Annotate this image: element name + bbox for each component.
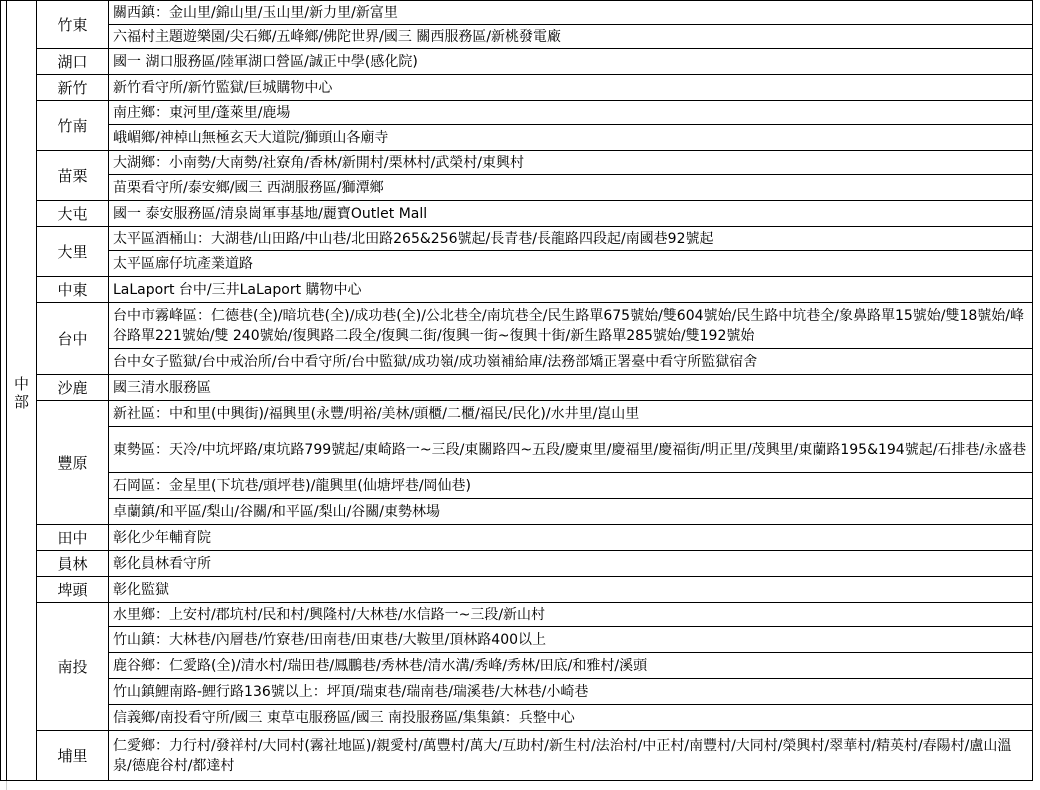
area-name-cell: 台中 bbox=[37, 303, 109, 375]
area-detail-cell: 竹山鎮鯉南路-鯉行路136號以上：坪頂/瑞東巷/瑞南巷/瑞溪巷/大林巷/小崎巷 bbox=[109, 679, 1033, 705]
table-row bbox=[1, 499, 1033, 525]
table-row bbox=[1, 653, 1033, 679]
area-detail-cell: 信義鄉/南投看守所/國三 東草屯服務區/國三 南投服務區/集集鎮：兵整中心 bbox=[109, 705, 1033, 731]
area-detail-cell: 東勢區：天冷/中坑坪路/東坑路799號起/東崎路一~三段/東關路四~五段/慶東里/慶福里/慶福街/明正里/茂興里/東蘭路195&194號起/石排巷/永盛巷 bbox=[109, 427, 1033, 473]
area-detail-cell: 卓蘭鎮/和平區/梨山/谷關/和平區/梨山/谷關/東勢林場 bbox=[109, 499, 1033, 525]
area-name-cell: 新竹 bbox=[37, 75, 109, 101]
area-name-cell: 竹東 bbox=[37, 1, 109, 49]
area-detail-cell: 台中女子監獄/台中戒治所/台中看守所/台中監獄/成功嶺/成功嶺補給庫/法務部矯正署臺中看守所監獄宿舍 bbox=[109, 349, 1033, 375]
table-row bbox=[1, 627, 1033, 653]
area-name-cell: 豐原 bbox=[37, 401, 109, 525]
area-name-cell: 沙鹿 bbox=[37, 375, 109, 401]
area-detail-cell: 彰化少年輔育院 bbox=[109, 525, 1033, 551]
table-row bbox=[1, 731, 1033, 781]
table-row bbox=[1, 401, 1033, 427]
table-row bbox=[1, 427, 1033, 473]
table-row bbox=[1, 349, 1033, 375]
area-detail-cell: 國三清水服務區 bbox=[109, 375, 1033, 401]
region-text: 中部 bbox=[13, 374, 29, 411]
table-row bbox=[1, 25, 1033, 49]
area-detail-cell: 關西鎮：金山里/錦山里/玉山里/新力里/新富里 bbox=[109, 1, 1033, 25]
table-row bbox=[1, 375, 1033, 401]
table-row bbox=[1, 251, 1033, 277]
table-row bbox=[1, 525, 1033, 551]
area-name-cell: 竹南 bbox=[37, 101, 109, 151]
table-row bbox=[1, 577, 1033, 603]
table-row bbox=[1, 551, 1033, 577]
table-row bbox=[1, 75, 1033, 101]
area-detail-cell: 大湖鄉：小南勢/大南勢/社寮角/香林/新開村/栗林村/武榮村/東興村 bbox=[109, 151, 1033, 175]
table-row bbox=[1, 303, 1033, 349]
table-row bbox=[1, 473, 1033, 499]
region-label bbox=[7, 1, 37, 781]
table-row bbox=[1, 679, 1033, 705]
area-detail-cell: 南庄鄉：東河里/蓬萊里/鹿場 bbox=[109, 101, 1033, 125]
area-detail-cell: 峨嵋鄉/神棹山無極玄天大道院/獅頭山各廟寺 bbox=[109, 125, 1033, 151]
area-detail-cell: 新社區：中和里(中興街)/福興里(永豐/明裕/美林/頭櫃/二櫃/福民/民化)/水井里/崑山里 bbox=[109, 401, 1033, 427]
table-row bbox=[1, 175, 1033, 201]
table-row bbox=[1, 49, 1033, 75]
area-detail-cell: 鹿谷鄉：仁愛路(全)/清水村/瑞田巷/鳳鵬巷/秀林巷/清水溝/秀峰/秀林/田底/和雅村/溪頭 bbox=[109, 653, 1033, 679]
area-name-cell: 田中 bbox=[37, 525, 109, 551]
area-detail-cell: 國一 泰安服務區/清泉崗軍事基地/麗寶Outlet Mall bbox=[109, 201, 1033, 227]
table-row bbox=[1, 277, 1033, 303]
area-detail-cell: 苗栗看守所/泰安鄉/國三 西湖服務區/獅潭鄉 bbox=[109, 175, 1033, 201]
area-detail-cell: 彰化員林看守所 bbox=[109, 551, 1033, 577]
area-name-cell: 員林 bbox=[37, 551, 109, 577]
table-row bbox=[1, 603, 1033, 627]
area-name-cell: 大屯 bbox=[37, 201, 109, 227]
table-row bbox=[1, 705, 1033, 731]
area-name-cell: 中東 bbox=[37, 277, 109, 303]
area-detail-cell: 國一 湖口服務區/陸軍湖口營區/誠正中學(感化院) bbox=[109, 49, 1033, 75]
area-name-cell: 苗栗 bbox=[37, 151, 109, 201]
table-row bbox=[1, 151, 1033, 175]
area-name-cell: 大里 bbox=[37, 227, 109, 277]
area-name-cell: 南投 bbox=[37, 603, 109, 731]
area-detail-cell: 彰化監獄 bbox=[109, 577, 1033, 603]
area-detail-cell: 仁愛鄉：力行村/發祥村/大同村(霧社地區)/親愛村/萬豐村/萬大/互助村/新生村/法治村/中正村/南豐村/大同村/榮興村/翠華村/精英村/春陽村/盧山溫泉/德鹿谷村/都達村 bbox=[109, 731, 1033, 781]
area-detail-cell: 太平區廍仔坑產業道路 bbox=[109, 251, 1033, 277]
area-detail-cell: 太平區酒桶山：大湖巷/山田路/中山巷/北田路265&256號起/長青巷/長龍路四段起/南國巷92號起 bbox=[109, 227, 1033, 251]
area-name-cell: 埤頭 bbox=[37, 577, 109, 603]
table-row bbox=[1, 227, 1033, 251]
area-detail-cell: 六福村主題遊樂園/尖石鄉/五峰鄉/佛陀世界/國三 關西服務區/新桃發電廠 bbox=[109, 25, 1033, 49]
table-body bbox=[1, 1, 1033, 781]
table-row bbox=[1, 101, 1033, 125]
table-row bbox=[1, 201, 1033, 227]
table-row bbox=[1, 1, 1033, 25]
area-detail-cell: 水里鄉：上安村/郡坑村/民和村/興隆村/大林巷/水信路一~三段/新山村 bbox=[109, 603, 1033, 627]
area-name-cell: 湖口 bbox=[37, 49, 109, 75]
area-detail-cell: LaLaport 台中/三井LaLaport 購物中心 bbox=[109, 277, 1033, 303]
table-row bbox=[1, 125, 1033, 151]
area-detail-cell: 石岡區：金星里(下坑巷/頭坪巷)/龍興里(仙塘坪巷/岡仙巷) bbox=[109, 473, 1033, 499]
area-name-cell: 埔里 bbox=[37, 731, 109, 781]
area-detail-cell: 新竹看守所/新竹監獄/巨城購物中心 bbox=[109, 75, 1033, 101]
area-detail-cell: 竹山鎮：大林巷/內層巷/竹寮巷/田南巷/田東巷/大鞍里/頂林路400以上 bbox=[109, 627, 1033, 653]
area-detail-cell: 台中市霧峰區：仁德巷(全)/暗坑巷(全)/成功巷(全)/公北巷全/南坑巷全/民生路單675號始/雙604號始/民生路中坑巷全/象鼻路單15號始/雙18號始/峰谷路單221號始/雙 240號始/復興路二段全/復興二街/復興一街~復興十街/新生路單285號始/雙192號始 bbox=[109, 303, 1033, 349]
